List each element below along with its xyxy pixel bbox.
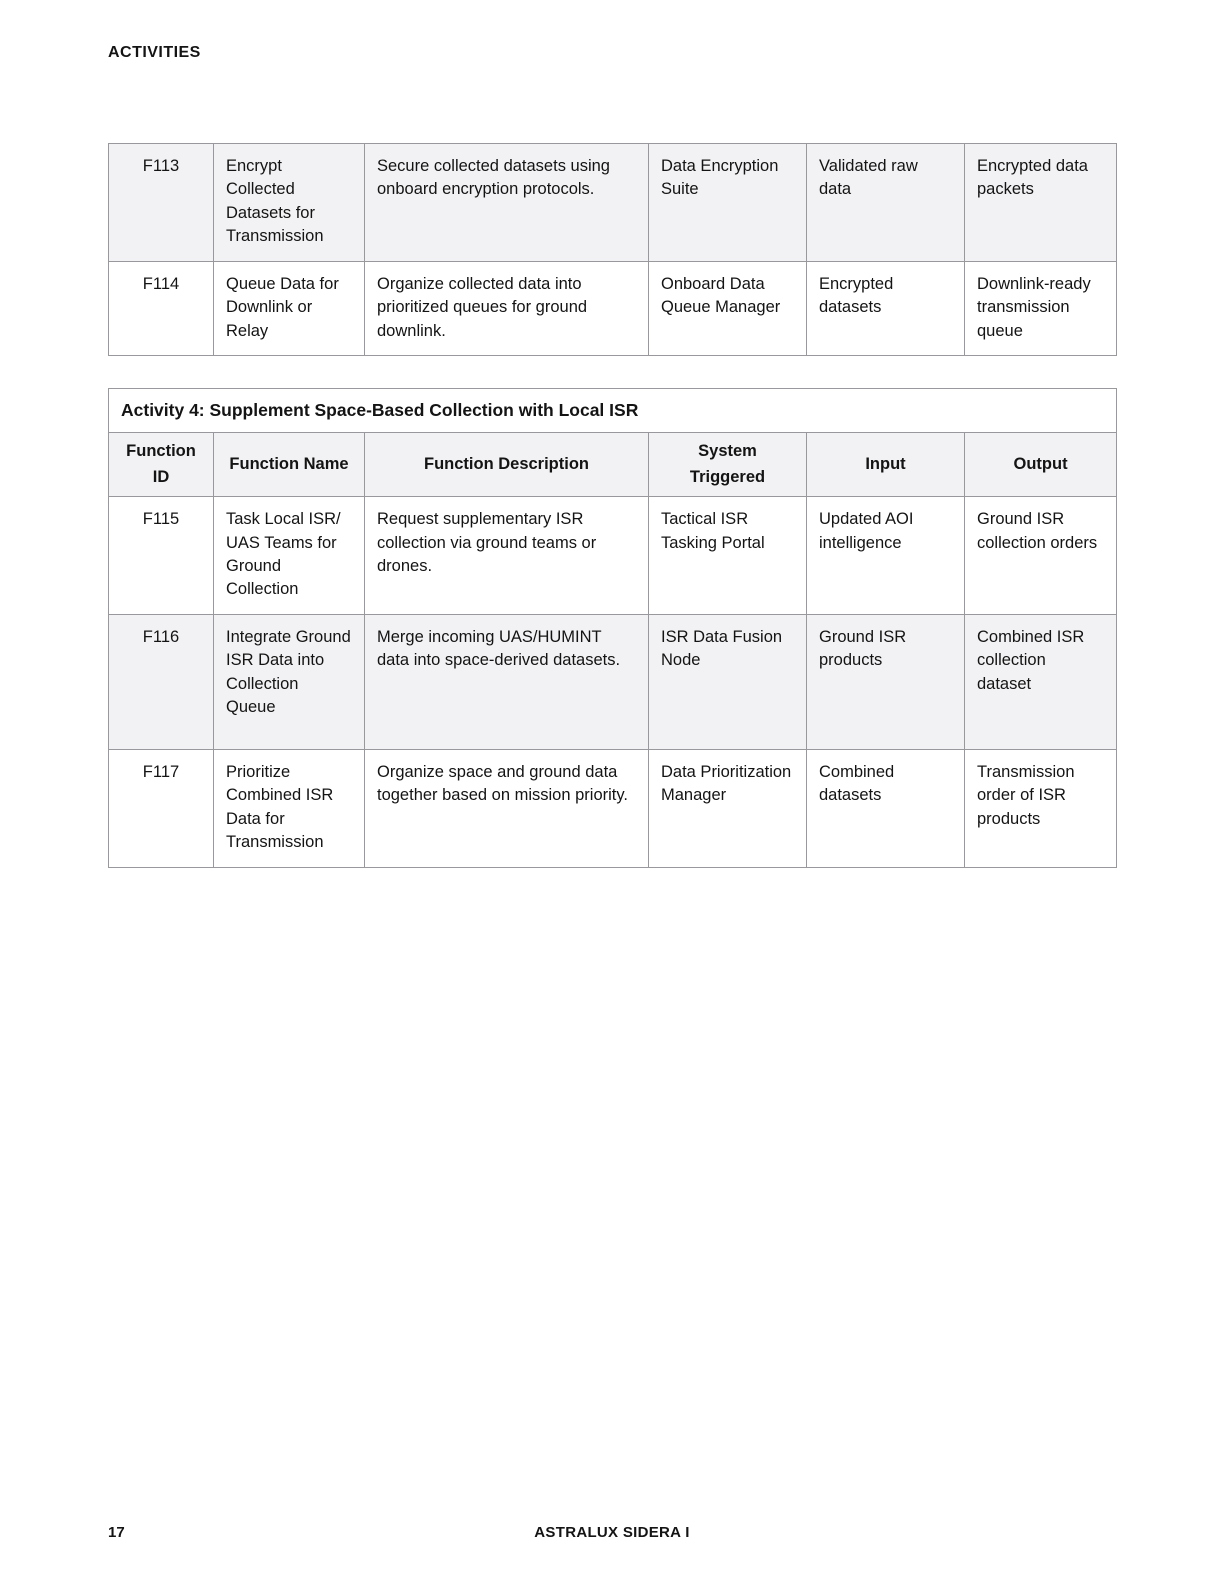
cell-function-name: Queue Data for Downlink or Relay	[214, 261, 365, 355]
cell-input: Encrypted datasets	[807, 261, 965, 355]
column-header-function-id: Function ID	[109, 433, 214, 497]
column-header-function-name: Function Name	[214, 433, 365, 497]
cell-function-id: F113	[109, 144, 214, 262]
column-header-function-description: Function Description	[365, 433, 649, 497]
table-row	[109, 261, 1117, 355]
cell-function-description: Secure collected datasets using onboard encryption protocols.	[365, 144, 649, 262]
cell-input: Validated raw data	[807, 144, 965, 262]
cell-system-triggered: Tactical ISR Tasking Portal	[649, 497, 807, 615]
column-header-output: Output	[965, 433, 1117, 497]
table-caption-row	[109, 389, 1117, 433]
page-number: 17	[108, 1524, 125, 1541]
column-header-system-triggered: System Triggered	[649, 433, 807, 497]
cell-function-id: F117	[109, 749, 214, 867]
cell-output: Downlink-ready transmission queue	[965, 261, 1117, 355]
cell-output: Combined ISR collection dataset	[965, 614, 1117, 749]
column-header-input: Input	[807, 433, 965, 497]
cell-function-description: Organize collected data into prioritized queues for ground downlink.	[365, 261, 649, 355]
cell-function-id: F114	[109, 261, 214, 355]
cell-function-description: Merge incoming UAS/HUMINT data into space-derived datasets.	[365, 614, 649, 749]
cell-function-description: Request supplementary ISR collection via ground teams or drones.	[365, 497, 649, 615]
cell-output: Transmission order of ISR products	[965, 749, 1117, 867]
activity-table-title: Activity 4: Supplement Space-Based Collection with Local ISR	[109, 389, 1117, 433]
cell-system-triggered: Data Encryption Suite	[649, 144, 807, 262]
cell-output: Ground ISR collection orders	[965, 497, 1117, 615]
cell-function-name: Encrypt Collected Datasets for Transmission	[214, 144, 365, 262]
cell-function-name: Task Local ISR/ UAS Teams for Ground Collection	[214, 497, 365, 615]
table-row	[109, 614, 1117, 749]
cell-system-triggered: Onboard Data Queue Manager	[649, 261, 807, 355]
cell-system-triggered: Data Prioritization Manager	[649, 749, 807, 867]
cell-input: Ground ISR products	[807, 614, 965, 749]
cell-function-id: F116	[109, 614, 214, 749]
page-header: ACTIVITIES	[108, 44, 201, 61]
activity-4-table	[108, 388, 1117, 868]
cell-function-name: Integrate Ground ISR Data into Collection Queue	[214, 614, 365, 749]
cell-system-triggered: ISR Data Fusion Node	[649, 614, 807, 749]
cell-input: Updated AOI intelligence	[807, 497, 965, 615]
cell-function-name: Prioritize Combined ISR Data for Transmission	[214, 749, 365, 867]
functions-table-continued	[108, 143, 1117, 356]
cell-function-id: F115	[109, 497, 214, 615]
table-row	[109, 749, 1117, 867]
table-row	[109, 497, 1117, 615]
table-row	[109, 144, 1117, 262]
footer-document-title: ASTRALUX SIDERA I	[534, 1524, 690, 1541]
cell-output: Encrypted data packets	[965, 144, 1117, 262]
cell-input: Combined datasets	[807, 749, 965, 867]
table-header-row	[109, 433, 1117, 497]
cell-function-description: Organize space and ground data together based on mission priority.	[365, 749, 649, 867]
